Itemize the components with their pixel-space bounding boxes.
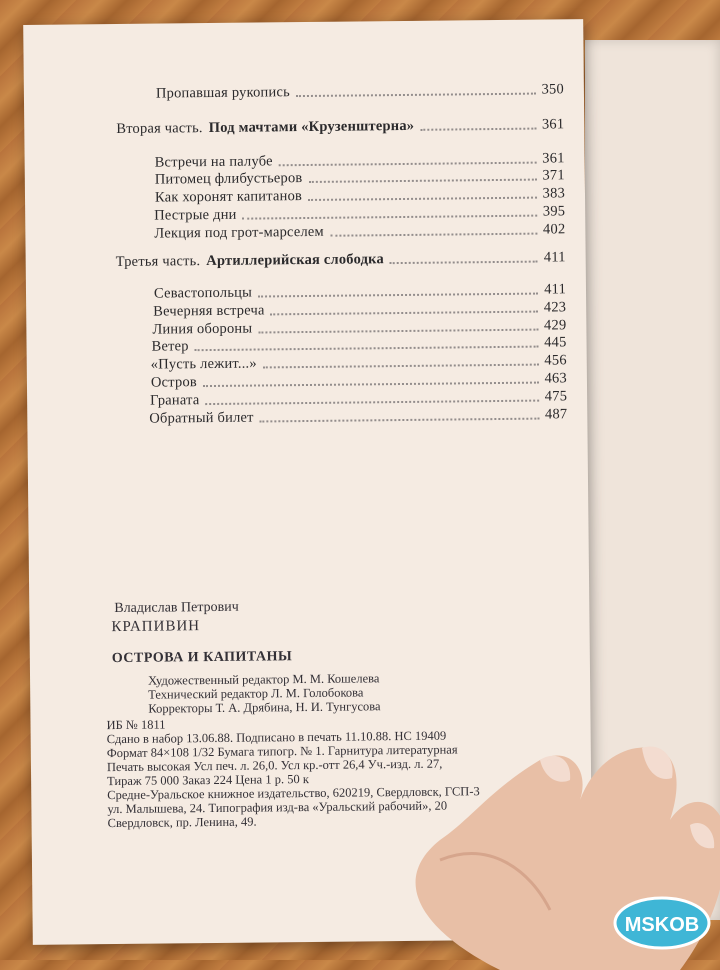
toc-entry: [149, 406, 567, 427]
toc-entry-page: 423: [543, 299, 567, 316]
toc-entry-title: Встречи на палубе: [154, 153, 273, 171]
toc-entry: [156, 81, 564, 102]
part-title: Артиллерийская слободка: [206, 251, 384, 270]
part-label: Вторая часть.: [116, 120, 203, 137]
part-label: Третья часть.: [115, 253, 201, 271]
book-title: ОСТРОВА И КАПИТАНЫ: [111, 649, 293, 667]
toc-entry-title: Питомец флибустьеров: [154, 170, 303, 188]
toc-entry-title: Пропавшая рукопись: [155, 84, 290, 102]
pub-line: ул. Малышева, 24. Типография изд-ва «Уральский рабочий», 20: [107, 798, 448, 817]
toc-entry-page: 383: [542, 185, 566, 202]
toc-entry-page: 361: [542, 150, 565, 167]
editorial-staff: [148, 671, 381, 715]
toc-entry-title: Севастопольцы: [153, 284, 253, 302]
author-last-name: КРАПИВИН: [111, 618, 201, 636]
toc-entry-page: 371: [542, 167, 565, 184]
toc-entry-page: 411: [543, 249, 566, 266]
toc-entry-page: 429: [543, 317, 567, 334]
pub-line: Тираж 75 000 Заказ 224 Цена 1 р. 50 к: [107, 772, 309, 789]
toc-entry-title: Ветер: [151, 338, 189, 355]
toc-entry-page: 445: [544, 334, 567, 351]
pub-line: Средне-Уральское книжное издательство, 620219, Свердловск, ГСП-3: [107, 784, 480, 803]
staff-line: Технический редактор Л. М. Голобокова: [148, 685, 364, 702]
pub-line: Печать высокая Усл печ. л. 26,0. Усл кр.-отт 26,4 Уч.-изд. л. 27,: [106, 756, 443, 775]
toc-entry-page: 456: [544, 352, 567, 369]
toc-entry-title: Пестрые дни: [154, 206, 237, 224]
toc-entry-page: 402: [542, 221, 566, 238]
toc-entry: [154, 221, 565, 242]
pub-line: Свердловск, пр. Ленина, 49.: [107, 814, 257, 831]
toc-entry-page: 487: [544, 406, 568, 423]
pub-line: ИБ № 1811: [106, 717, 166, 733]
toc-entry-page: 475: [544, 388, 568, 405]
toc-entry-title: Лекция под грот-марселем: [154, 223, 324, 242]
staff-line: Художественный редактор М. М. Кошелева: [147, 671, 380, 688]
toc-entry-title: Остров: [150, 374, 198, 391]
toc-entry-title: «Пусть лежит...»: [150, 355, 257, 373]
toc-entry-title: Линия обороны: [152, 320, 253, 338]
toc-entry-title: Как хоронят капитанов: [154, 188, 303, 206]
pub-line: Формат 84×108 1/32 Бумага типогр. № 1. Гарнитура литературная: [106, 742, 458, 761]
pub-line: Сдано в набор 13.06.88. Подписано в печать 11.10.88. НС 19409: [106, 728, 447, 747]
toc-entry-title: Граната: [150, 392, 200, 409]
toc-entry-page: 350: [541, 81, 564, 98]
toc-entry-title: Обратный билет: [149, 409, 254, 427]
toc-entry-title: Вечерняя встреча: [153, 302, 265, 320]
toc-part-heading: [116, 116, 564, 138]
watermark-logo: [612, 893, 712, 953]
part-title: Под мачтами «Крузенштерна»: [208, 117, 415, 137]
toc-entry-page: 411: [544, 281, 567, 298]
toc-entry-page: 395: [542, 203, 566, 220]
watermark-text: MSKOB: [624, 914, 700, 936]
table-of-contents: [23, 19, 583, 427]
staff-line: Корректоры Т. А. Дрябина, Н. И. Тунгусова: [148, 699, 381, 716]
toc-part-heading: [116, 249, 566, 271]
toc-entry-page: 361: [541, 116, 565, 133]
toc-entry-page: 463: [544, 370, 568, 387]
author-first-name: Владислав Петрович: [114, 599, 239, 617]
